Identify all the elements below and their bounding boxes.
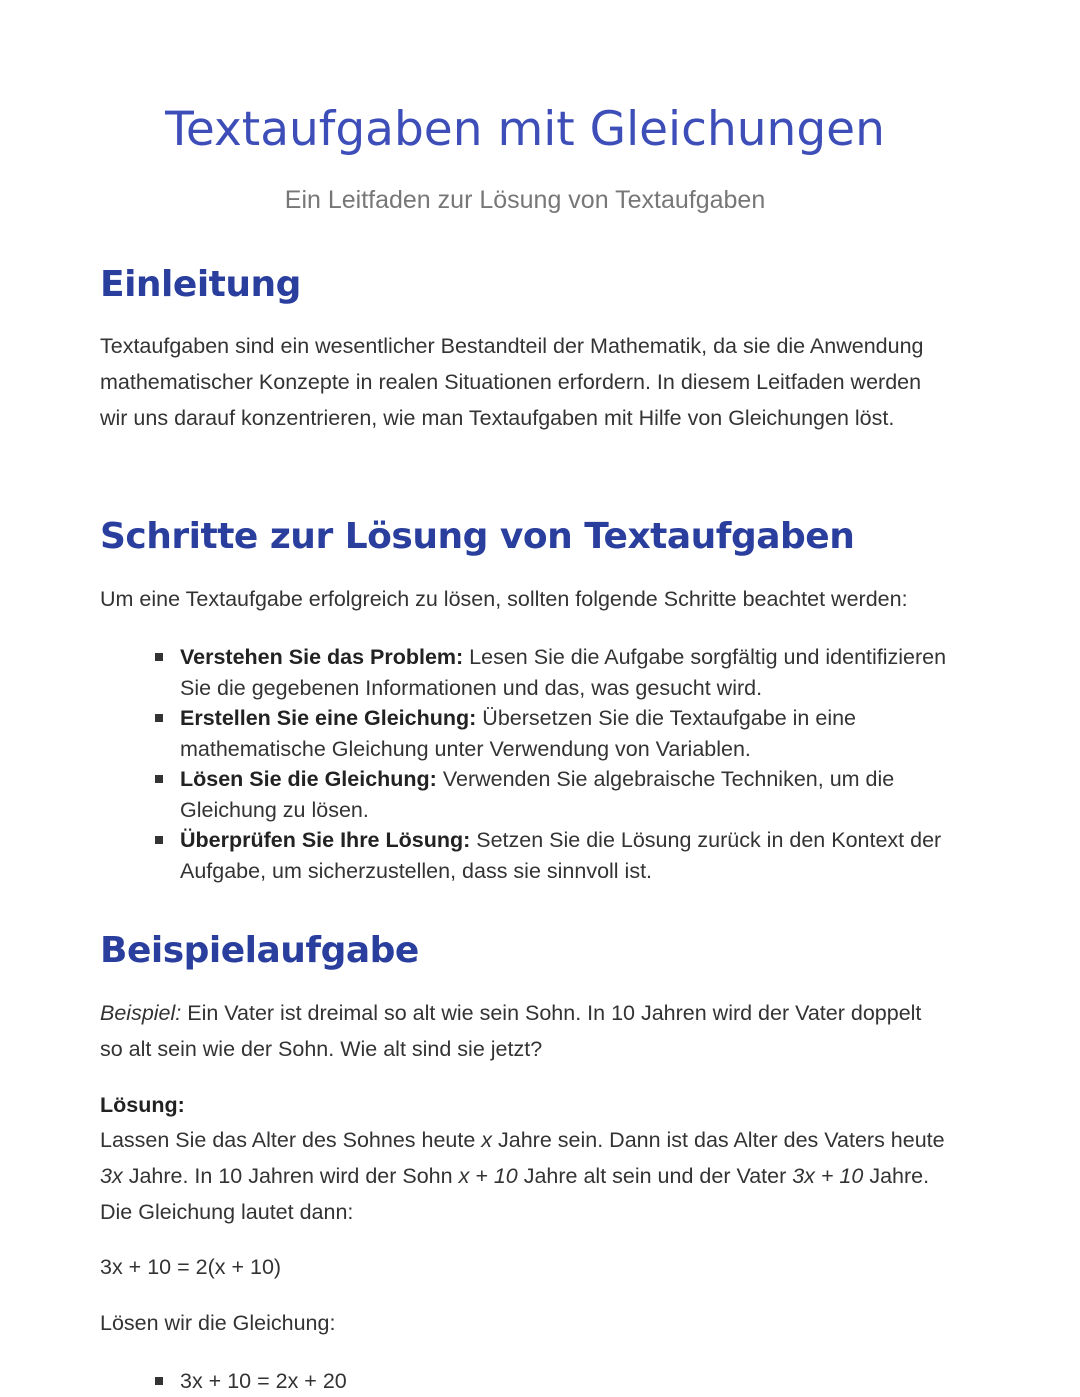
math-variable: x [481, 1128, 493, 1152]
document-subtitle: Ein Leitfaden zur Lösung von Textaufgaben [284, 186, 766, 214]
introduction-paragraph: Textaufgaben sind ein wesentlicher Bestandteil der Mathematik, da sie die Anwendung mathematischer Konzepte in realen Situationen erfordern. In diesem Leitfaden werden wir uns darauf konzentrieren, wie man Textaufgaben mit Hilfe von Gleichungen löst. [100, 334, 924, 430]
example-text: Ein Vater ist dreimal so alt wie sein Sohn. In 10 Jahren wird der Vater doppelt so alt sein wie der Sohn. Wie alt sind sie jetzt? [100, 1001, 922, 1061]
example-label: Beispiel: [100, 1001, 182, 1025]
step-label: Überprüfen Sie Ihre Lösung: [180, 828, 471, 852]
math-variable: 3x [100, 1164, 123, 1188]
equation: 3x + 10 = 2(x + 10) [100, 1255, 282, 1279]
math-expression: x + 10 [458, 1164, 518, 1188]
solution-label: Lösung: [100, 1093, 185, 1117]
step-label: Lösen Sie die Gleichung: [180, 767, 437, 791]
math-expression: 3x + 10 [792, 1164, 864, 1188]
step-text: Setzen Sie die Lösung zurück in den Kontext der Aufgabe, um sicherzustellen, dass sie sinnvoll ist. [180, 828, 942, 883]
steps-intro: Um eine Textaufgabe erfolgreich zu lösen, sollten folgende Schritte beachtet werden: [100, 587, 908, 611]
step-text: Lesen Sie die Aufgabe sorgfältig und identifizieren Sie die gegebenen Informationen und das, was gesucht wird. [180, 645, 947, 700]
square-bullet-icon [155, 714, 163, 722]
solution-text: Jahre. In 10 Jahren wird der Sohn [122, 1164, 459, 1188]
solution-text: Lassen Sie das Alter des Sohnes heute [100, 1128, 482, 1152]
list-item [100, 703, 950, 764]
solution-text: Jahre sein. Dann ist das Alter des Vaters heute [492, 1128, 945, 1152]
solve-step-text: 3x + 10 = 2x + 20 [180, 1369, 347, 1393]
square-bullet-icon [155, 653, 163, 661]
list-item [100, 764, 950, 825]
list-item [100, 825, 950, 886]
solve-intro: Lösen wir die Gleichung: [100, 1311, 336, 1335]
heading-example: Beispielaufgabe [100, 930, 419, 971]
step-text: Übersetzen Sie die Textaufgabe in eine mathematische Gleichung unter Verwendung von Variablen. [180, 706, 857, 761]
example-paragraph [100, 995, 950, 1067]
solution-paragraph [100, 1122, 950, 1230]
solution-text: Jahre alt sein und der Vater [517, 1164, 793, 1188]
square-bullet-icon [155, 836, 163, 844]
heading-steps: Schritte zur Lösung von Textaufgaben [100, 516, 855, 557]
steps-list [100, 642, 950, 886]
document-title: Textaufgaben mit Gleichungen [165, 102, 885, 157]
step-text: Verwenden Sie algebraische Techniken, um die Gleichung zu lösen. [180, 767, 895, 822]
step-label: Erstellen Sie eine Gleichung: [180, 706, 477, 730]
square-bullet-icon [155, 1377, 163, 1385]
list-item [100, 642, 950, 703]
solve-steps-list [100, 1366, 950, 1396]
list-item [100, 1366, 950, 1396]
square-bullet-icon [155, 775, 163, 783]
step-label: Verstehen Sie das Problem: [180, 645, 464, 669]
heading-introduction: Einleitung [100, 264, 301, 305]
solution-text: Jahre. Die Gleichung lautet dann: [100, 1164, 930, 1224]
